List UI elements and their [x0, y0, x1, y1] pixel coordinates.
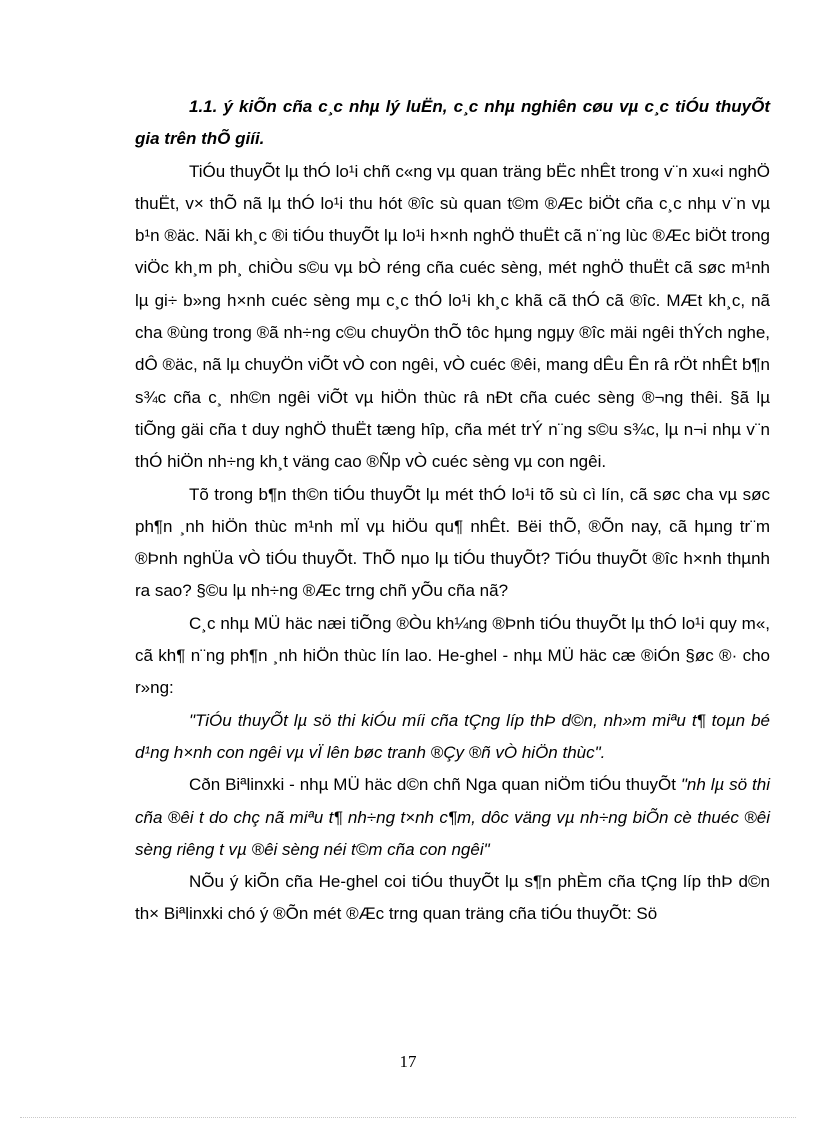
quote-hegel: "TiÓu thuyÕt lµ sö thi kiÓu míi cña tÇng líp thÞ d©n, nh»m miªu t¶ toµn bé d¹ng h×nh con ngêi vµ vÏ lên bøc tranh ®Çy ®ñ vÒ hiÖn thùc".	[135, 710, 770, 762]
paragraph-1: TiÓu thuyÕt lµ thÓ lo¹i chñ c«ng vµ quan träng bËc nhÊt trong v¨n xu«i nghÖ thuËt, v× thÕ nã lµ thÓ lo¹i thu hót ®îc sù quan t©m ®Æc biÖt cña c¸c nhµ v¨n vµ b¹n ®äc. Nãi kh¸c ®i tiÓu thuyÕt lµ lo¹i h×nh nghÖ thuËt cã n¨ng lùc ®Æc biÖt trong viÖc kh¸m ph¸ chiÒu s©u vµ bÒ réng cña cuéc sèng, mét nghÖ thuËt cã søc m¹nh lµ gi÷ b»ng h×nh cuéc sèng mµ c¸c thÓ lo¹i kh¸c khã cã thÓ cã ®îc. MÆt kh¸c, nã cha ®ùng trong ®ã nh÷ng c©u chuyÖn thÕ tôc hµng ngµy ®îc mäi ngêi thÝch nghe, dÔ ®äc, nã lµ chuyÖn viÕt vÒ con ngêi, vÒ cuéc ®êi, mang dÊu Ên râ rÖt nhÊt b¶n s¾c cña c¸ nh©n ngêi viÕt vµ hiÖn thùc râ nÐt cña cuéc sèng ®¬ng thêi. §ã lµ tiÕng gäi cña t duy nghÖ thuËt tæng hîp, cña mét trÝ n¨ng s©u s¾c, lµ n¬i nhµ v¨n thÓ hiÖn nh÷ng kh¸t väng cao ®Ñp vÒ cuéc sèng vµ con ngêi.	[135, 161, 770, 472]
paragraph-3: C¸c nhµ MÜ häc næi tiÕng ®Òu kh¼ng ®Þnh tiÓu thuyÕt lµ thÓ lo¹i quy m«, cã kh¶ n¨ng ph¶n ¸nh hiÖn thùc lín lao. He-ghel - nhµ MÜ häc cæ ®iÓn §øc ®· cho r»ng:	[135, 613, 770, 698]
quote-belinsky: "nh lµ sö thi cña ®êi t do chç nã miªu t¶ nh÷ng t×nh c¶m, dôc väng vµ nh÷ng biÕn cè thuéc ®êi sèng riêng t vµ ®êi sèng néi t©m cña con ngêi"	[135, 775, 770, 859]
paragraph-4	[135, 769, 770, 866]
footer-divider	[20, 1117, 796, 1118]
paragraph-2: Tõ trong b¶n th©n tiÓu thuyÕt lµ mét thÓ lo¹i tõ sù cì lín, cã søc cha vµ søc ph¶n ¸nh hiÖn thùc m¹nh mÏ vµ hiÖu qu¶ nhÊt. Bëi thÕ, ®Õn nay, cã hµng tr¨m ®Þnh nghÜa vÒ tiÓu thuyÕt. ThÕ nµo lµ tiÓu thuyÕt? TiÓu thuyÕt ®îc h×nh thµnh ra sao? §©u lµ nh÷ng ®Æc trng chñ yÕu cña nã?	[135, 484, 770, 601]
page-number: 17	[399, 1052, 417, 1071]
paragraph-4-lead: Cðn Biªlinxki - nhµ MÜ häc d©n chñ Nga quan niÖm tiÓu thuyÕt	[189, 775, 681, 795]
section-heading: 1.1. ý kiÕn cña c¸c nhµ lý luËn, c¸c nhµ nghiên cøu vµ c¸c tiÓu thuyÕt gia trên thÕ giíi.	[135, 97, 770, 149]
paragraph-5: NÕu ý kiÕn cña He-ghel coi tiÓu thuyÕt lµ s¶n phÈm cña tÇng líp thÞ d©n th× Biªlinxki chó ý ®Õn mét ®Æc trng quan träng cña tiÓu thuyÕt: Sö	[135, 872, 770, 924]
page-body	[135, 91, 770, 931]
